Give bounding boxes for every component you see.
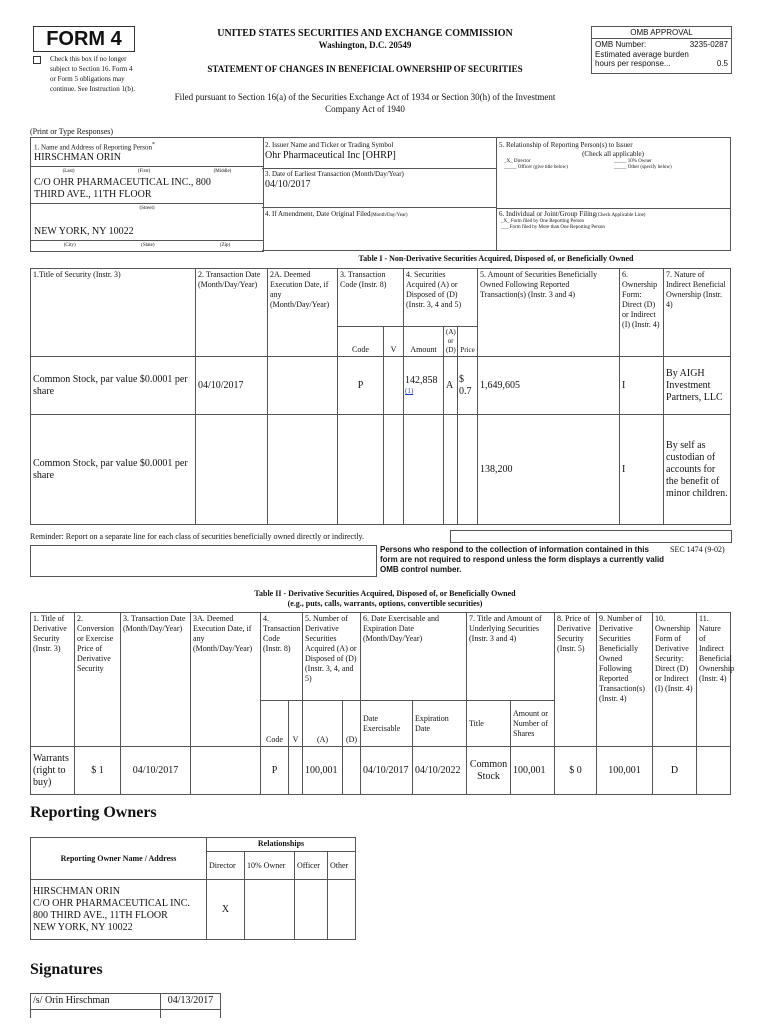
omb-approval-box — [591, 26, 732, 74]
print-type-note: (Print or Type Responses) — [30, 127, 114, 136]
signature-name-underline — [31, 1010, 161, 1018]
t2-sub-date-ex: Date Exercisable — [361, 701, 413, 747]
table-row — [31, 415, 731, 525]
t1-header-code: 3. Transaction Code (Instr. 8) — [338, 269, 404, 327]
box1-label: 1. Name and Address of Reporting Person — [34, 143, 153, 152]
t2-sub-amount: Amount or Number of Shares — [511, 701, 555, 747]
t2-r0-u-amount: 100,001 — [511, 747, 555, 795]
box1-city: (City) — [63, 243, 76, 249]
t1-header-securities: 4. Securities Acquired (A) or Disposed of (D) (Instr. 3, 4 and 5) — [404, 269, 478, 327]
t2-header-nature: 11. Nature of Indirect Beneficial Ownership (Instr. 4) — [697, 613, 731, 747]
no-longer-subject-checkbox[interactable] — [33, 56, 41, 64]
t2-header-code: 4. Transaction Code (Instr. 8) — [261, 613, 303, 701]
t1-r1-form: I — [620, 415, 664, 525]
box2-label: 2. Issuer Name and Ticker or Trading Symbol — [265, 141, 394, 149]
box1-marker: * — [152, 142, 155, 148]
ro-header-director: Director — [207, 852, 245, 880]
ro-header-relationships: Relationships — [207, 838, 356, 852]
t1-r0-nature: By AIGH Investment Partners, LLC — [664, 357, 731, 415]
issuer-name: Ohr Pharmaceutical Inc [OHRP] — [265, 150, 396, 161]
t1-header-form: 6. Ownership Form: Direct (D) or Indirect (I) (Instr. 4) — [620, 269, 664, 357]
t1-sub-price: Price — [458, 327, 478, 357]
box1-middle: (Middle) — [213, 169, 232, 175]
t1-r1-owned: 138,200 — [478, 415, 620, 525]
t2-sub-v: V — [289, 701, 303, 747]
t2-sub-d: (D) — [343, 701, 361, 747]
ro-header-ten: 10% Owner — [245, 852, 295, 880]
t1-sub-amount: Amount — [404, 327, 444, 357]
t2-sub-title: Title — [467, 701, 511, 747]
t2-r0-deemed — [191, 747, 261, 795]
t2-header-number: 5. Number of Derivative Securities Acquired (A) or Disposed of (D) (Instr. 3, 4, and 5) — [303, 613, 361, 701]
t1-r0-ad: A — [444, 357, 458, 415]
ro-header-name: Reporting Owner Name / Address — [31, 838, 207, 880]
table2-title: Table II - Derivative Securities Acquired, Disposed of, or Beneficially Owned — [254, 589, 516, 598]
filing-more: ___ Form filed by More than One Reporting Person — [501, 225, 605, 230]
table2-subtitle: (e.g., puts, calls, warrants, options, convertible securities) — [287, 599, 483, 608]
box-6-filing — [496, 207, 731, 251]
omb-burden-label: Estimated average burden — [595, 50, 689, 59]
omb-hours-label: hours per response... — [595, 59, 671, 68]
t2-header-deemed: 3A. Deemed Execution Date, if any (Month/Day/Year) — [191, 613, 261, 747]
box1-state: (State) — [141, 243, 155, 249]
t1-sub-v: V — [384, 327, 404, 357]
table1-title: Table I - Non-Derivative Securities Acquired, Disposed of, or Beneficially Owned — [358, 254, 634, 263]
t2-header-exercisable: 6. Date Exercisable and Expiration Date (Month/Day/Year) — [361, 613, 467, 701]
t2-r0-date: 04/10/2017 — [121, 747, 191, 795]
t1-sub-code: Code — [338, 327, 384, 357]
t1-header-nature: 7. Nature of Indirect Beneficial Ownership (Instr. 4) — [664, 269, 731, 357]
t2-r0-v — [289, 747, 303, 795]
t2-header-price: 8. Price of Derivative Security (Instr. 5) — [555, 613, 597, 747]
box6-sub: (Check Applicable Line) — [596, 213, 646, 218]
t2-sub-exp: Expiration Date — [413, 701, 467, 747]
reporting-person-city-line: NEW YORK, NY 10022 — [34, 226, 134, 238]
t2-header-title: 1. Title of Derivative Security (Instr. 3) — [31, 613, 75, 747]
persons-notice: Persons who respond to the collection of information contained in this form are not required to respond unless the form displays a currently valid OMB control number. — [380, 545, 665, 574]
t1-r1-price — [458, 415, 478, 525]
omb-hours: 0.5 — [716, 59, 728, 68]
checkbox-instructions: Check this box if no longer subject to Section 16. Form 4 or Form 5 obligations may continue. See Instruction 1(b). — [50, 55, 135, 93]
ro-director: X — [207, 880, 245, 940]
omb-title: OMB APPROVAL — [592, 27, 731, 39]
t1-r1-v — [384, 415, 404, 525]
reporting-owners-heading: Reporting Owners — [30, 804, 157, 821]
signature-date: 04/13/2017 — [161, 994, 221, 1010]
box-5-relationship — [496, 137, 731, 209]
t2-r0-u-title: Common Stock — [467, 747, 511, 795]
t1-r0-owned: 1,649,605 — [478, 357, 620, 415]
reminder-box-left — [30, 545, 377, 577]
table2-derivative — [30, 612, 735, 795]
box4-sub: (Month/Day/Year) — [370, 213, 408, 218]
ro-officer — [295, 880, 328, 940]
reminder-box-right — [450, 530, 732, 543]
t2-header-date: 3. Transaction Date (Month/Day/Year) — [121, 613, 191, 747]
box6-label: 6. Individual or Joint/Group Filing — [499, 210, 597, 218]
table1-nonderivative — [30, 268, 731, 525]
reporting-person-addr1: C/O OHR PHARMACEUTICAL INC., 800 — [34, 177, 211, 189]
ro-header-other: Other — [328, 852, 356, 880]
table-row — [31, 357, 731, 415]
omb-number: 3235-0287 — [689, 40, 728, 49]
sec-number: SEC 1474 (9-02) — [670, 545, 725, 554]
box1-last: (Last) — [62, 169, 75, 175]
t2-sub-code: Code — [261, 701, 289, 747]
t2-r0-code: P — [261, 747, 289, 795]
t1-header-title: 1.Title of Security (Instr. 3) — [31, 269, 196, 357]
box5-sub: (Check all applicable) — [582, 150, 644, 158]
t1-r0-date: 04/10/2017 — [196, 357, 268, 415]
t2-r0-date-ex: 04/10/2017 — [361, 747, 413, 795]
box1-street: (Street) — [31, 203, 263, 212]
box3-label: 3. Date of Earliest Transaction (Month/Day/Year) — [265, 170, 404, 178]
t1-r1-title: Common Stock, par value $0.0001 per share — [31, 415, 196, 525]
t1-r1-date — [196, 415, 268, 525]
t1-r0-price: $ 0.7 — [458, 357, 478, 415]
omb-number-label: OMB Number: — [595, 40, 647, 49]
filing-one: _X_ Form filed by One Reporting Person — [501, 219, 585, 224]
signatures-heading: Signatures — [30, 961, 103, 978]
t1-sub-ad: (A) or (D) — [444, 327, 458, 357]
box-3-earliest-date — [262, 167, 497, 208]
box1-first: (First) — [137, 169, 151, 175]
t1-r1-deemed — [268, 415, 338, 525]
ro-addr1: C/O OHR PHARMACEUTICAL INC. — [33, 897, 190, 909]
t1-r0-title: Common Stock, par value $0.0001 per share — [31, 357, 196, 415]
t1-r0-form: I — [620, 357, 664, 415]
agency-city: Washington, D.C. 20549 — [318, 40, 412, 50]
t2-header-form: 10. Ownership Form of Derivative Security: Direct (D) or Indirect (I) (Instr. 4) — [653, 613, 697, 747]
reporting-person-addr2: THIRD AVE., 11TH FLOOR — [34, 189, 152, 201]
t2-header-conversion: 2. Conversion or Exercise Price of Derivative Security — [75, 613, 121, 747]
t1-header-owned: 5. Amount of Securities Beneficially Owned Following Reported Transaction(s) (Instr. 3 and 4) — [478, 269, 620, 357]
t2-r0-a: 100,001 — [303, 747, 343, 795]
t2-sub-a: (A) — [303, 701, 343, 747]
box1-zip: (Zip) — [219, 243, 231, 249]
t2-header-underlying: 7. Title and Amount of Underlying Securities (Instr. 3 and 4) — [467, 613, 555, 701]
t2-r0-d — [343, 747, 361, 795]
ro-addr3: NEW YORK, NY 10022 — [33, 921, 133, 933]
t2-r0-exp: 04/10/2022 — [413, 747, 467, 795]
t1-header-date: 2. Transaction Date (Month/Day/Year) — [196, 269, 268, 357]
box-4-amendment — [262, 207, 497, 251]
ro-name: HIRSCHMAN ORIN — [33, 885, 120, 897]
t2-r0-form: D — [653, 747, 697, 795]
table-row — [31, 747, 731, 795]
ro-header-officer: Officer — [295, 852, 328, 880]
t1-r1-ad — [444, 415, 458, 525]
t1-r1-amount — [404, 415, 444, 525]
relationship-ten-pct: _____ 10% Owner — [614, 159, 652, 164]
relationship-other: _____ Other (specify below) — [614, 165, 672, 170]
form-title: FORM 4 — [33, 26, 135, 52]
relationship-director: _X_ Director — [504, 159, 531, 164]
t1-r0-amount: 142,858 — [405, 375, 438, 386]
t1-r0-v — [384, 357, 404, 415]
relationship-officer: _____ Officer (give title below) — [504, 165, 568, 170]
t1-r1-nature: By self as custodian of accounts for the benefit of minor children. — [664, 415, 731, 525]
ro-ten — [245, 880, 295, 940]
t1-r0-code: P — [338, 357, 384, 415]
t1-r0-deemed — [268, 357, 338, 415]
t1-header-deemed: 2A. Deemed Execution Date, if any (Month/Day/Year) — [268, 269, 338, 357]
t2-r0-price: $ 1 — [75, 747, 121, 795]
reminder-text: Reminder: Report on a separate line for each class of securities beneficially owned directly or indirectly. — [30, 532, 365, 541]
box-2-issuer — [262, 137, 497, 169]
filed-pursuant: Filed pursuant to Section 16(a) of the Securities Exchange Act of 1934 or Section 30(h) of the Investment Company Act of 1940 — [174, 92, 556, 114]
t2-r0-nature — [697, 747, 731, 795]
t1-r1-code — [338, 415, 384, 525]
table-row — [31, 880, 356, 940]
t2-r0-d-price: $ 0 — [555, 747, 597, 795]
t2-r0-title: Warrants (right to buy) — [31, 747, 75, 795]
reporting-owners-table — [30, 837, 356, 940]
ro-other — [328, 880, 356, 940]
t2-header-owned: 9. Number of Derivative Securities Beneficially Owned Following Reported Transaction(s) (Instr. 4) — [597, 613, 653, 747]
earliest-transaction-date: 04/10/2017 — [265, 179, 311, 190]
box5-label: 5. Relationship of Reporting Person(s) to Issuer — [499, 141, 633, 149]
signature-date-underline — [161, 1010, 221, 1018]
statement-title: STATEMENT OF CHANGES IN BENEFICIAL OWNERSHIP OF SECURITIES — [207, 64, 523, 74]
footnote-link[interactable]: (1) — [405, 387, 414, 395]
agency-name: UNITED STATES SECURITIES AND EXCHANGE COMMISSION — [217, 28, 513, 39]
reporting-person-name: HIRSCHMAN ORIN — [34, 152, 121, 164]
signatures-table — [30, 993, 221, 1018]
signature-name: /s/ Orin Hirschman — [31, 994, 161, 1010]
t2-r0-owned: 100,001 — [597, 747, 653, 795]
box-1-reporting-person — [30, 137, 264, 252]
ro-addr2: 800 THIRD AVE., 11TH FLOOR — [33, 909, 168, 921]
box4-label: 4. If Amendment, Date Original Filed — [265, 210, 371, 218]
